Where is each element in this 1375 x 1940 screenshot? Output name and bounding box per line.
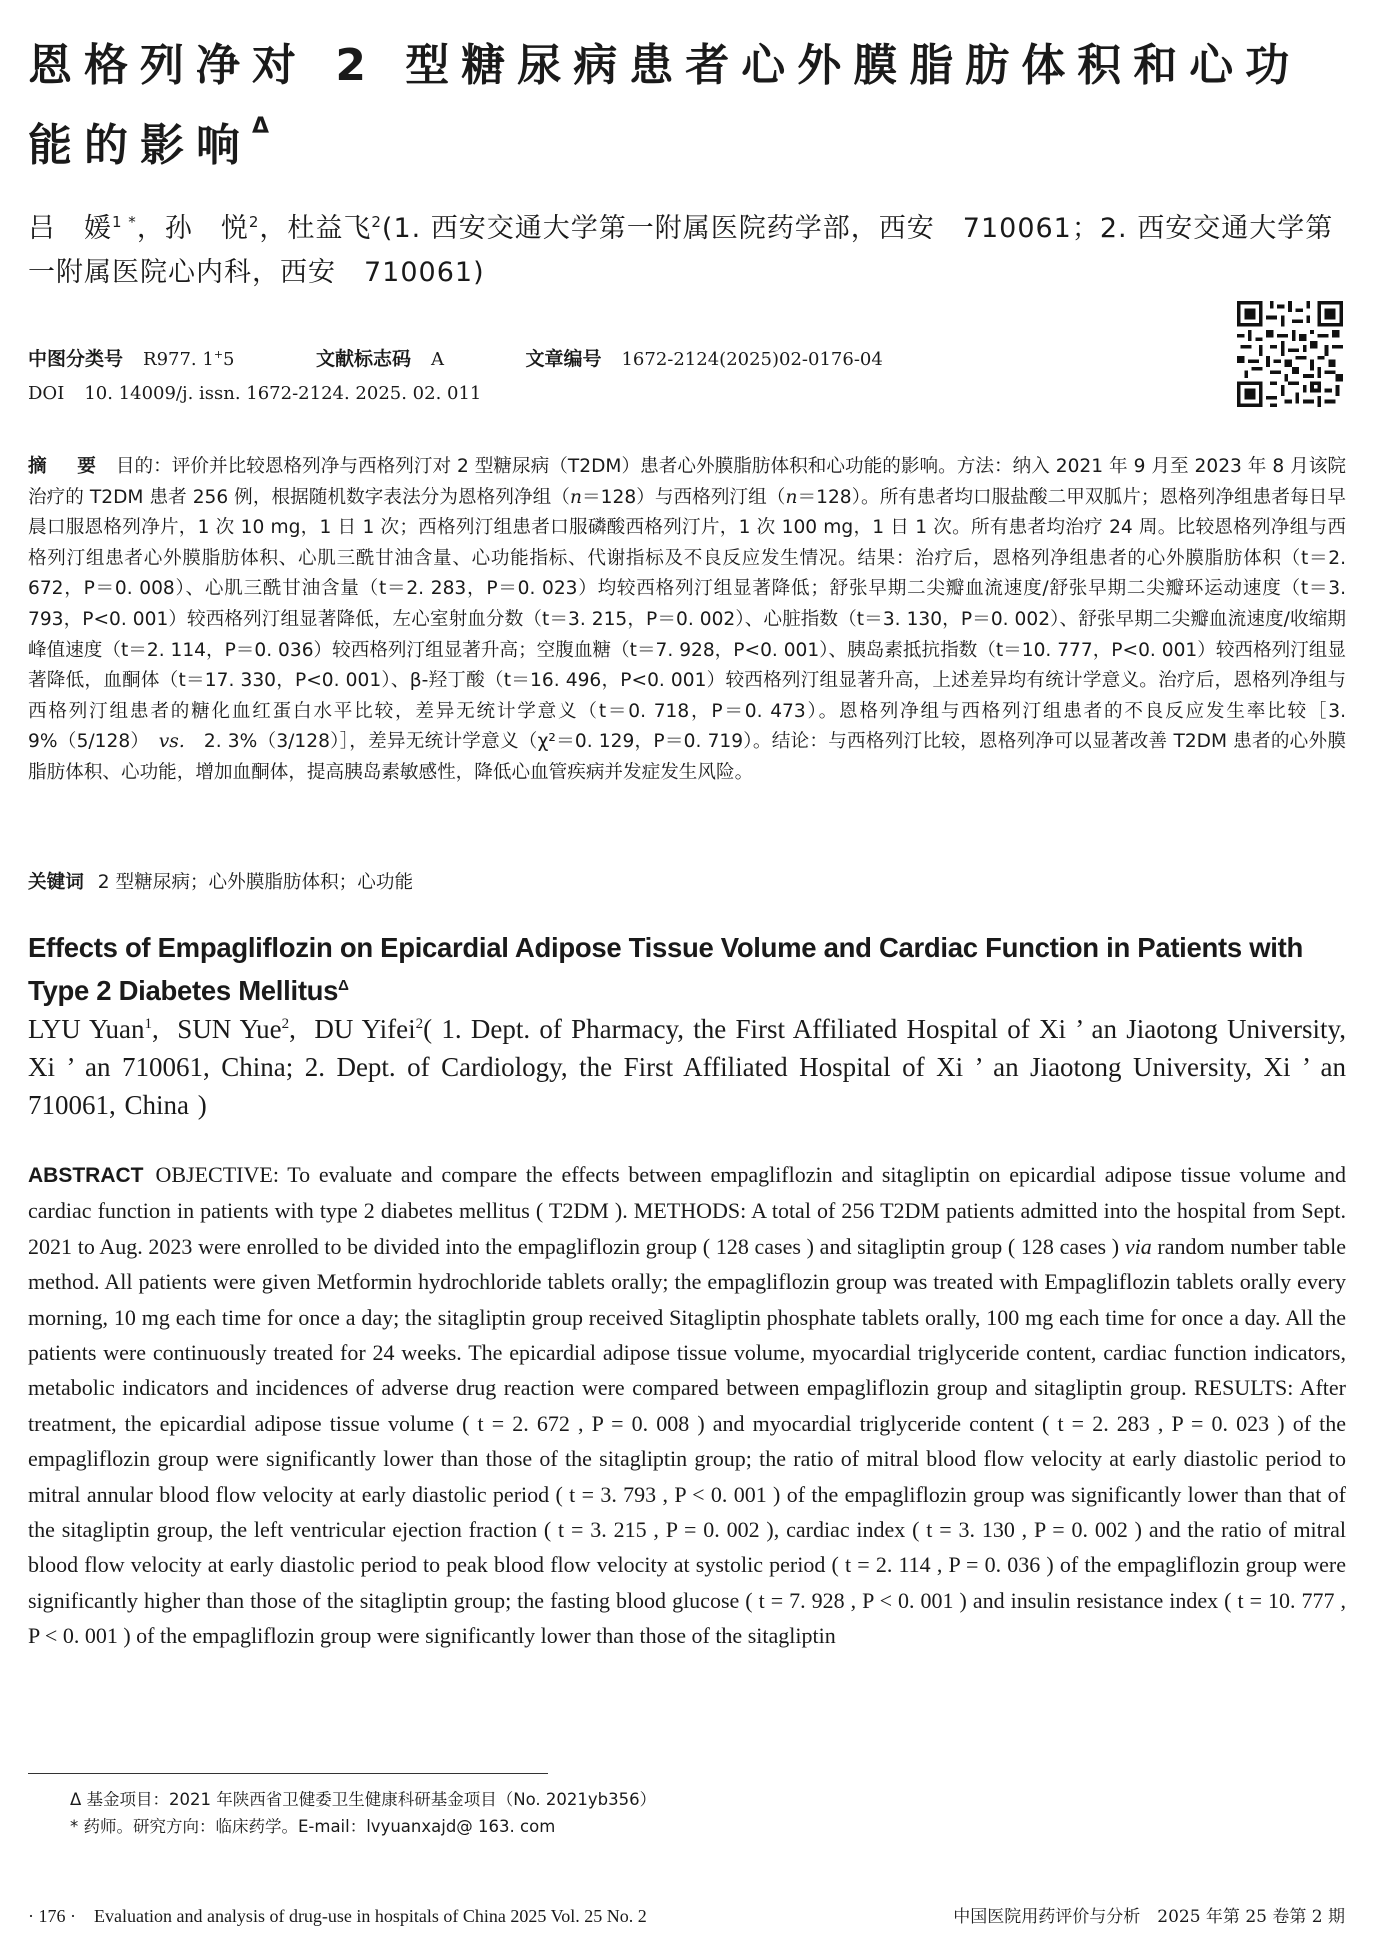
footnotes <box>70 1786 1070 1840</box>
clc-sup: + <box>213 348 224 361</box>
running-footer-left: · 176 · Evaluation and analysis of drug-use in hospitals of China 2025 Vol. 25 No. 2 <box>28 1906 647 1926</box>
fund-footnote: Δ 基金项目：2021 年陕西省卫健委卫生健康科研基金项目（No. 2021yb356） <box>70 1790 657 1809</box>
english-abstract <box>28 1157 1346 1654</box>
abstract-cn-part1: 目的：评价并比较恩格列净与西格列汀对 2 型糖尿病（T2DM）患者心外膜脂肪体积和心功能的影响。方法：纳入 2021 年 9 月至 2023 年 8 月该院治疗的 T2DM 患者 256 例，根据随机数字表法分为恩格列净组（ <box>28 456 1346 508</box>
en-author-1: LYU Yuan <box>28 1014 145 1044</box>
footnote-divider <box>28 1773 548 1774</box>
keywords-cn-label: 关键词 <box>28 872 84 893</box>
abstract-cn-vs: vs. <box>158 731 185 753</box>
author-1-sup: 1 * <box>112 213 137 231</box>
chinese-authors: 吕 媛$^{1 *}$，孙 悦$^2$，杜益飞$^2$(1. 西安交通大学第一附属医院药学部，西安 710061；2. 西安交通大学第一附属医院心内科，西安 710061) <box>28 213 1334 288</box>
chinese-affiliation: (1. 西安交通大学第一附属医院药学部，西安 710061；2. 西安交通大学第一附属医院心内科，西安 710061) <box>28 213 1334 288</box>
en-author-1-sup: 1 <box>144 1016 153 1032</box>
keywords-cn-value: 2 型糖尿病；心外膜脂肪体积；心功能 <box>97 872 414 893</box>
article-no-value: 1672-2124(2025)02-0176-04 <box>621 349 883 370</box>
abstract-en-via: via <box>1124 1233 1152 1259</box>
chinese-keywords <box>28 868 1346 898</box>
chinese-title <box>28 26 1348 186</box>
en-author-3: DU Yifei <box>314 1014 416 1044</box>
english-title-mark: Δ <box>338 977 349 994</box>
english-authors: LYU Yuan$^1$, SUN Yue$^2$, DU Yifei$^2$( 1. Dept. of Pharmacy, the First Affiliated Hospital of Xi ’ an Jiaotong University, Xi ’ an 710061, China; 2. Dept. of Cardiology, the First Affiliated Hospital of Xi ’ an Jiaotong University, Xi ’ an 710061, China ) <box>28 1014 1346 1120</box>
article-no-label: 文章编号 <box>525 348 602 370</box>
author-2-name: 孙 悦 <box>164 213 249 244</box>
english-title <box>28 929 1348 1010</box>
doccode-value: A <box>430 349 444 370</box>
clc-label: 中图分类号 <box>28 348 124 370</box>
abstract-cn-n2: n <box>785 486 798 508</box>
abstract-cn-label: 摘 要 <box>28 456 102 477</box>
en-author-2: SUN Yue <box>177 1014 282 1044</box>
english-title-text: Effects of Empagliflozin on Epicardial Adipose Tissue Volume and Cardiac Function in Patients with Type 2 Diabetes Mellitus <box>28 932 1303 1007</box>
article-metadata <box>28 338 1208 411</box>
en-author-2-sup: 2 <box>281 1016 290 1032</box>
author-1-name: 吕 媛 <box>28 213 112 244</box>
abstract-cn-part4: 2. 3%（3/128）］，差异无统计学意义（χ²＝0. 129，P＝0. 719）。结论：与西格列汀比较，恩格列净可以显著改善 T2DM 患者的心外膜脂肪体积、心功能，增加血酮体，提高胰岛素敏感性，降低心血管疾病并发症发生风险。 <box>28 731 1346 783</box>
doi-label: DOI <box>28 383 65 404</box>
abstract-en-part1: OBJECTIVE: To evaluate and compare the effects between empagliflozin and sitagliptin on epicardial adipose tissue volume and cardiac function in patients with type 2 diabetes mellitus ( T2DM ). METHODS: A total of 256 T2DM patients admitted into the hospital from Sept. 2021 to Aug. 2023 were enrolled to be divided into the empagliflozin group ( 128 cases ) and sitagliptin group ( 128 cases ) <box>28 1162 1346 1259</box>
doccode-label: 文献标志码 <box>315 348 411 370</box>
author-2-sup: 2 <box>248 213 260 231</box>
chinese-abstract <box>28 452 1346 789</box>
clc-value: R977. 1 <box>143 349 214 370</box>
abstract-cn-part2: ＝128）与西格列汀组（ <box>581 486 786 508</box>
qr-code-icon <box>1237 301 1343 407</box>
running-footer-right: 中国医院用药评价与分析 2025 年第 25 卷第 2 期 <box>953 1907 1345 1927</box>
author-footnote: * 药师。研究方向：临床药学。E-mail：lvyuanxajd@ 163. com <box>70 1817 556 1836</box>
author-3-name: 杜益飞 <box>287 213 372 244</box>
english-affiliation: ( 1. Dept. of Pharmacy, the First Affiliated Hospital of Xi ’ an Jiaotong University, Xi ’ an 710061, China; 2. Dept. of Cardiology, the First Affiliated Hospital of Xi ’ an Jiaotong University, Xi ’ an 710061, China ) <box>28 1014 1346 1120</box>
clc-tail: 5 <box>223 349 235 370</box>
chinese-title-text: 恩格列净对 2 型糖尿病患者心外膜脂肪体积和心功能的影响 <box>28 40 1302 171</box>
abstract-en-part2: random number table method. All patients were given Metformin hydrochloride tablets orally; the empagliflozin group was treated with Empagliflozin tablets orally every morning, 10 mg each time for once a day; the sitagliptin group received Sitagliptin phosphate tablets orally, 100 mg each time for once a day. All the patients were continuously treated for 24 weeks. The epicardial adipose tissue volume, myocardial triglyceride content, cardiac function indicators, metabolic indicators and incidences of adverse drug reaction were compared between empagliflozin group and sitagliptin group. RESULTS: After treatment, the epicardial adipose tissue volume ( t = 2. 672 , P = 0. 008 ) and myocardial triglyceride content ( t = 2. 283 , P = 0. 023 ) of the empagliflozin group were significantly lower than those of the sitagliptin group; the ratio of mitral blood flow velocity at early diastolic period to mitral annular blood flow velocity at early diastolic period ( t = 3. 793 , P < 0. 001 ) of the empagliflozin group was significantly lower than that of the sitagliptin group, the left ventricular ejection fraction ( t = 3. 215 , P = 0. 002 ), cardiac index ( t = 3. 130 , P = 0. 002 ) and the ratio of mitral blood flow velocity at early diastolic period to peak blood flow velocity at systolic period ( t = 2. 114 , P = 0. 036 ) of the empagliflozin group were significantly higher than those of the sitagliptin group; the fasting blood glucose ( t = 7. 928 , P < 0. 001 ) and insulin resistance index ( t = 10. 777 , P < 0. 001 ) of the empagliflozin group were significantly lower than those of the sitagliptin <box>28 1233 1346 1649</box>
abstract-en-label: ABSTRACT <box>28 1164 144 1187</box>
en-author-3-sup: 2 <box>415 1016 424 1032</box>
doi-value: 10. 14009/j. issn. 1672-2124. 2025. 02. 011 <box>84 383 482 404</box>
author-3-sup: 2 <box>371 213 382 231</box>
abstract-cn-n1: n <box>569 486 582 508</box>
abstract-cn-part3: ＝128）。所有患者均口服盐酸二甲双胍片；恩格列净组患者每日早晨口服恩格列净片，1 次 10 mg，1 日 1 次；西格列汀组患者口服磷酸西格列汀片，1 次 100 mg，1 日 1 次。所有患者均治疗 24 周。比较恩格列净组与西格列汀组患者心外膜脂肪体积、心肌三酰甘油含量、心功能指标、代谢指标及不良反应发生情况。结果：治疗后，恩格列净组患者的心外膜脂肪体积（t＝2. 672，P＝0. 008）、心肌三酰甘油含量（t＝2. 283，P＝0. 023）均较西格列汀组显著降低；舒张早期二尖瓣血流速度/舒张早期二尖瓣环运动速度（t＝3. 793，P<0. 001）较西格列汀组显著降低，左心室射血分数（t＝3. 215，P＝0. 002）、心脏指数（t＝3. 130，P＝0. 002）、舒张早期二尖瓣血流速度/收缩期峰值速度（t＝2. 114，P＝0. 036）较西格列汀组显著升高；空腹血糖（t＝7. 928，P<0. 001）、胰岛素抵抗指数（t＝10. 777，P<0. 001）较西格列汀组显著降低，血酮体（t＝17. 330，P<0. 001）、β-羟丁酸（t＝16. 496，P<0. 001）较西格列汀组显著升高，上述差异均有统计学意义。治疗后，恩格列净组与西格列汀组患者的糖化血红蛋白水平比较，差异无统计学意义（t＝0. 718，P＝0. 473）。恩格列净组与西格列汀组患者的不良反应发生率比较［3. 9%（5/128） <box>28 486 1346 753</box>
title-footnote-mark: Δ <box>252 114 270 139</box>
